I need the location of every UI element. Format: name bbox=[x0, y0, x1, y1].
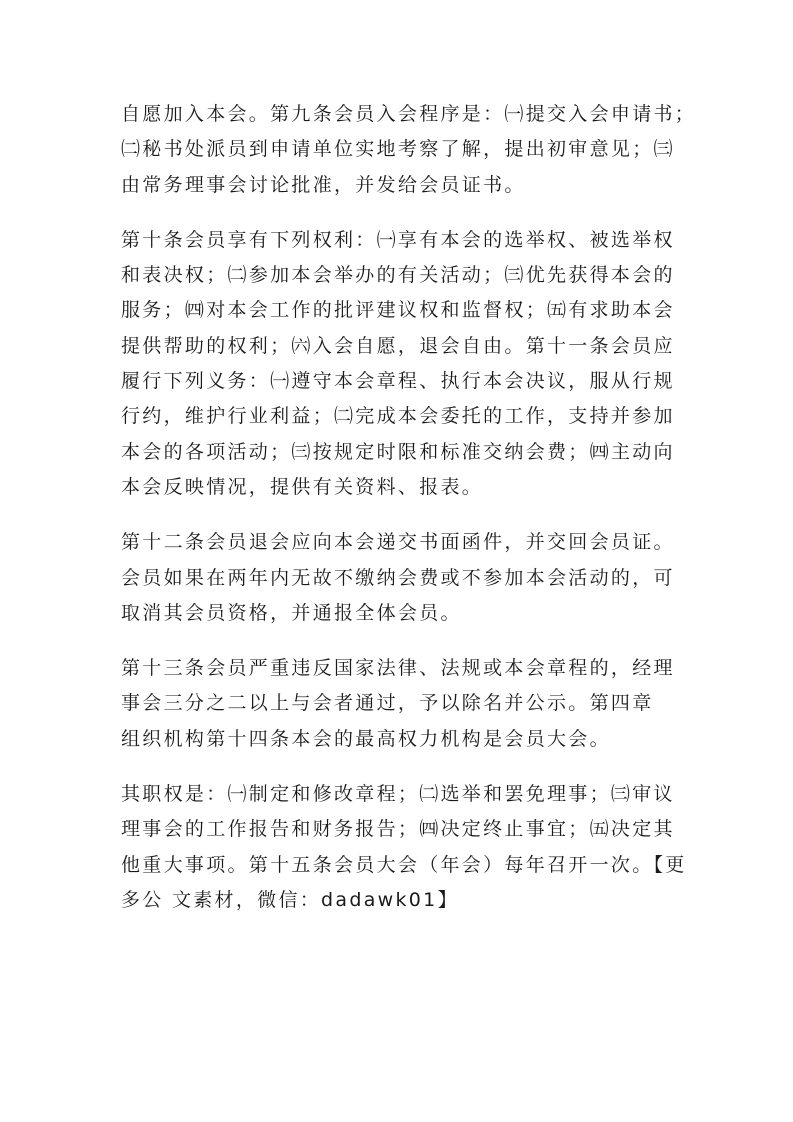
paragraph-member-expulsion bbox=[121, 651, 681, 757]
text-line: 行约，维护行业利益；㈡完成本会委托的工作，支持并参加 bbox=[121, 405, 675, 428]
text-line: 其职权是：㈠制定和修改章程；㈡选举和罢免理事；㈢审议 bbox=[121, 783, 675, 806]
text-line: 会员如果在两年内无故不缴纳会费或不参加本会活动的，可 bbox=[121, 566, 675, 589]
text-line: 第十二条会员退会应向本会递交书面函件，并交回会员证。 bbox=[121, 531, 675, 554]
text-line: 组织机构第十四条本会的最高权力机构是会员大会。 bbox=[121, 727, 611, 750]
text-line: 提供帮助的权利；㈥入会自愿，退会自由。第十一条会员应 bbox=[121, 334, 675, 357]
paragraph-member-rights-duties bbox=[121, 223, 681, 505]
paragraph-membership-procedure bbox=[121, 97, 697, 203]
text-line: 本会反映情况，提供有关资料、报表。 bbox=[121, 475, 484, 498]
text-line: 由常务理事会讨论批准，并发给会员证书。 bbox=[121, 173, 526, 196]
text-line: 取消其会员资格，并通报全体会员。 bbox=[121, 601, 462, 624]
paragraph-assembly-powers bbox=[121, 777, 687, 918]
text-line: 理事会的工作报告和财务报告；㈣决定终止事宜；㈤决定其 bbox=[121, 818, 675, 841]
text-line: 和表决权；㈡参加本会举办的有关活动；㈢优先获得本会的 bbox=[121, 264, 675, 287]
text-line: 多公 文素材，微信：dadawk01】 bbox=[121, 888, 459, 911]
text-line: 事会三分之二以上与会者通过，予以除名并公示。第四章 bbox=[121, 692, 654, 715]
text-line: ㈡秘书处派员到申请单位实地考察了解，提出初审意见；㈢ bbox=[121, 138, 675, 161]
text-line: 本会的各项活动；㈢按规定时限和标准交纳会费；㈣主动向 bbox=[121, 440, 675, 463]
text-line: 履行下列义务：㈠遵守本会章程、执行本会决议，服从行规 bbox=[121, 370, 675, 393]
text-line: 服务；㈣对本会工作的批评建议权和监督权；㈤有求助本会 bbox=[121, 299, 675, 322]
paragraph-member-withdrawal bbox=[121, 525, 681, 631]
text-line: 第十三条会员严重违反国家法律、法规或本会章程的，经理 bbox=[121, 657, 675, 680]
text-line: 他重大事项。第十五条会员大会（年会）每年召开一次。【更 bbox=[121, 853, 687, 876]
document-page bbox=[121, 97, 697, 938]
text-line: 第十条会员享有下列权利：㈠享有本会的选举权、被选举权 bbox=[121, 228, 675, 251]
text-line: 自愿加入本会。第九条会员入会程序是：㈠提交入会申请书； bbox=[121, 103, 697, 125]
